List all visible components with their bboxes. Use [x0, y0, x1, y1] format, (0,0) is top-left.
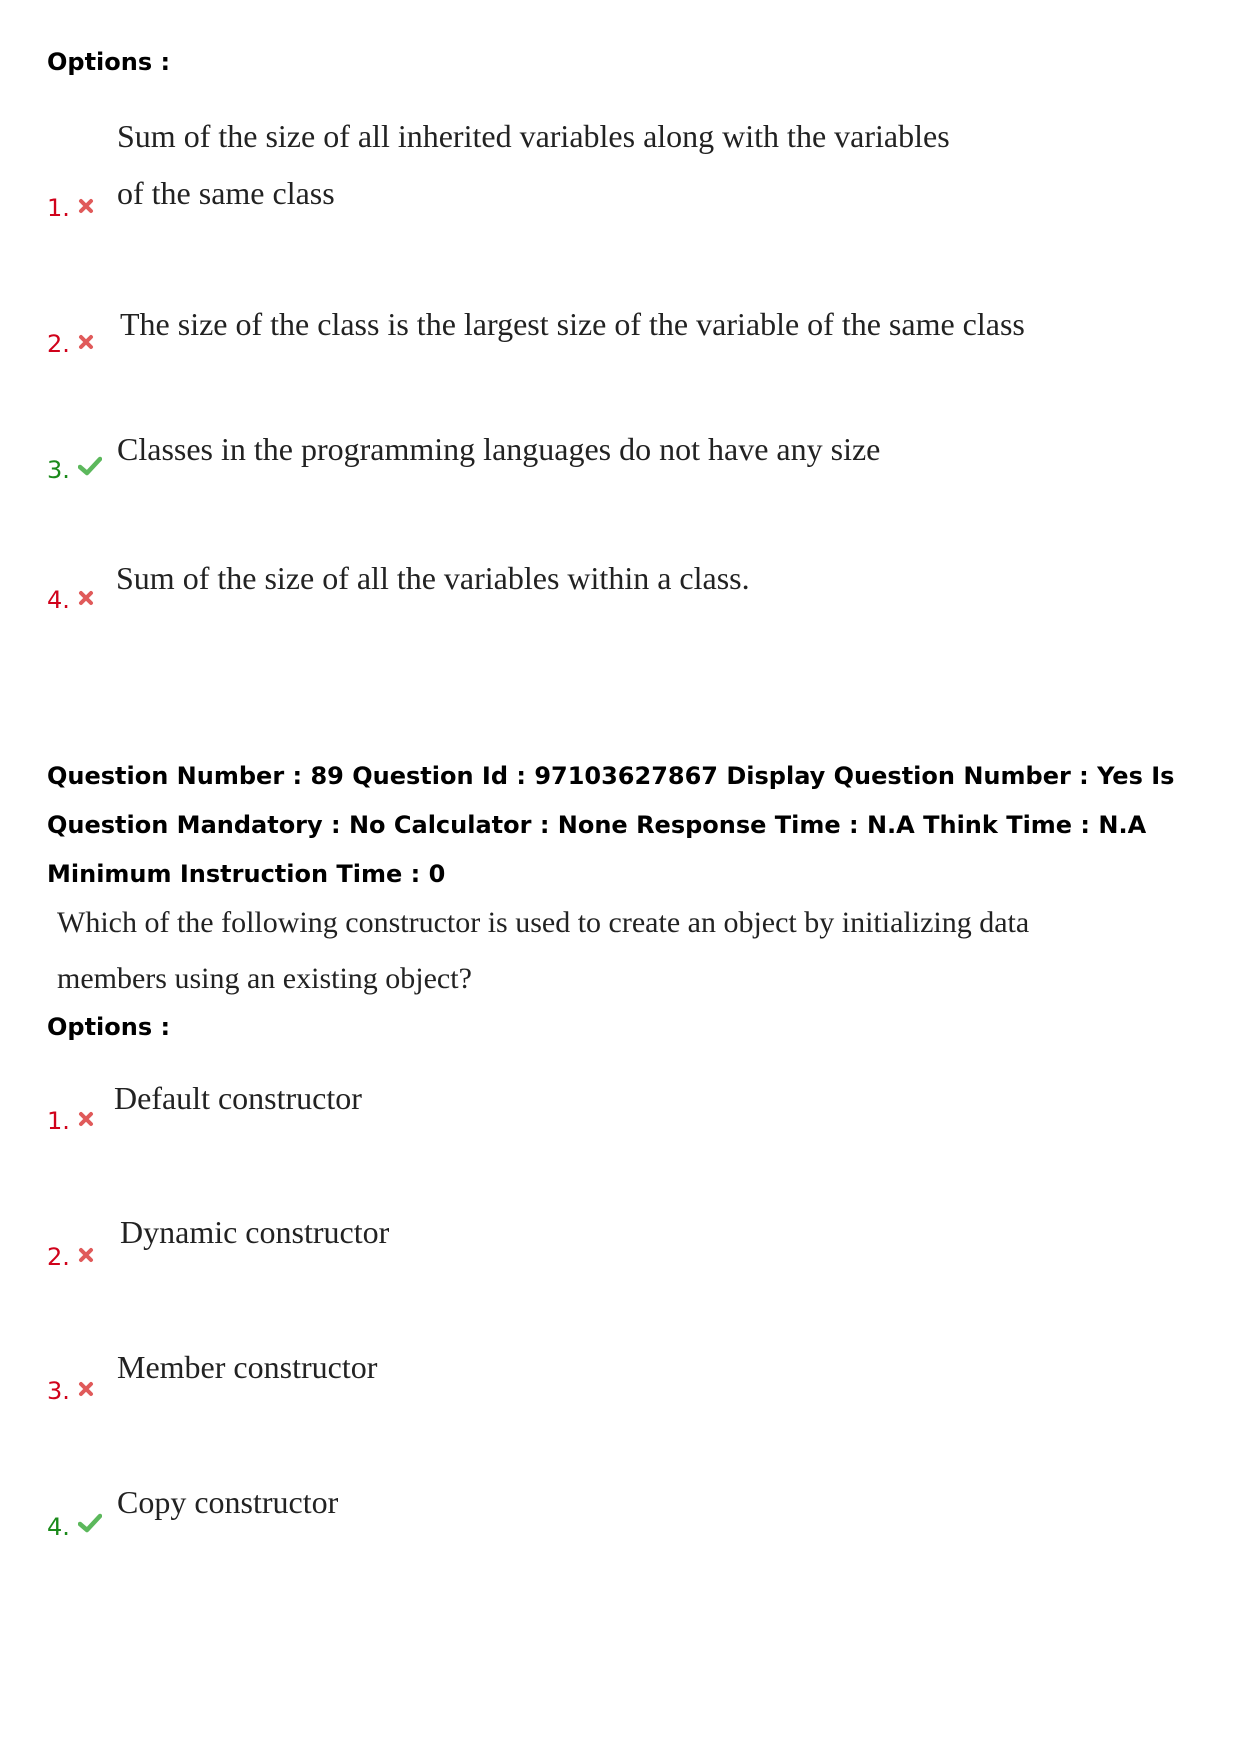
- option-text-line: Dynamic constructor: [120, 1214, 390, 1250]
- option-item: [47, 1484, 1147, 1547]
- cross-icon: [78, 1105, 94, 1133]
- option-text: [120, 296, 1025, 353]
- question-meta: Question Number : 89 Question Id : 97103627867 Display Question Number : Yes Is Question Mandatory : No Calculator : None Response Time : N.A Think Time : N.A Minimum Instruction Time : 0: [47, 762, 1175, 888]
- cross-icon: [78, 1375, 94, 1403]
- option-text-line: Sum of the size of all inherited variables along with the variables: [117, 118, 950, 154]
- option-text-line: Copy constructor: [117, 1484, 339, 1520]
- option-item: [47, 1349, 1147, 1413]
- option-marker: [47, 1107, 94, 1135]
- option-number: 1.: [47, 194, 70, 222]
- option-marker: [47, 586, 94, 614]
- option-text: [116, 550, 750, 607]
- option-text: [114, 1070, 362, 1127]
- option-marker: [47, 1243, 94, 1271]
- option-item: [47, 562, 1147, 622]
- option-number: 4.: [47, 586, 70, 614]
- cross-icon: [78, 192, 94, 220]
- option-number: 4.: [47, 1513, 70, 1541]
- option-item: [47, 303, 1147, 363]
- option-text-line: Classes in the programming languages do not have any size: [117, 431, 881, 467]
- option-text: [120, 1204, 389, 1261]
- option-text: [117, 1339, 377, 1396]
- check-icon: [78, 1511, 102, 1539]
- option-text-line: Member constructor: [117, 1349, 378, 1385]
- option-text-line: Default constructor: [114, 1080, 362, 1116]
- option-text-line: of the same class: [117, 175, 335, 211]
- option-text-line: Sum of the size of all the variables within a class.: [116, 560, 750, 596]
- option-text: [117, 108, 950, 222]
- cross-icon: [78, 584, 94, 612]
- option-number: 1.: [47, 1107, 70, 1135]
- option-number: 2.: [47, 1243, 70, 1271]
- cross-icon: [78, 1241, 94, 1269]
- options-label: Options :: [47, 48, 171, 76]
- question-text: [57, 895, 1057, 1007]
- option-item: [47, 1214, 1147, 1278]
- check-icon: [78, 454, 102, 482]
- option-text: [117, 421, 880, 478]
- question-text-line: members using an existing object?: [57, 962, 472, 995]
- option-marker: [47, 1513, 102, 1541]
- option-number: 3.: [47, 1377, 70, 1405]
- option-item: [47, 1082, 1147, 1142]
- option-marker: [47, 330, 94, 358]
- option-number: 2.: [47, 330, 70, 358]
- cross-icon: [78, 328, 94, 356]
- option-marker: [47, 456, 102, 484]
- option-item: [47, 118, 1147, 222]
- question-text-line: Which of the following constructor is used to create an object by initializing data: [57, 906, 1030, 939]
- option-text-line: The size of the class is the largest size of the variable of the same class: [120, 306, 1025, 342]
- option-number: 3.: [47, 456, 70, 484]
- option-text: [117, 1474, 338, 1531]
- option-marker: [47, 194, 94, 222]
- option-marker: [47, 1377, 94, 1405]
- option-item: [47, 432, 1147, 492]
- options-label: Options :: [47, 1013, 171, 1041]
